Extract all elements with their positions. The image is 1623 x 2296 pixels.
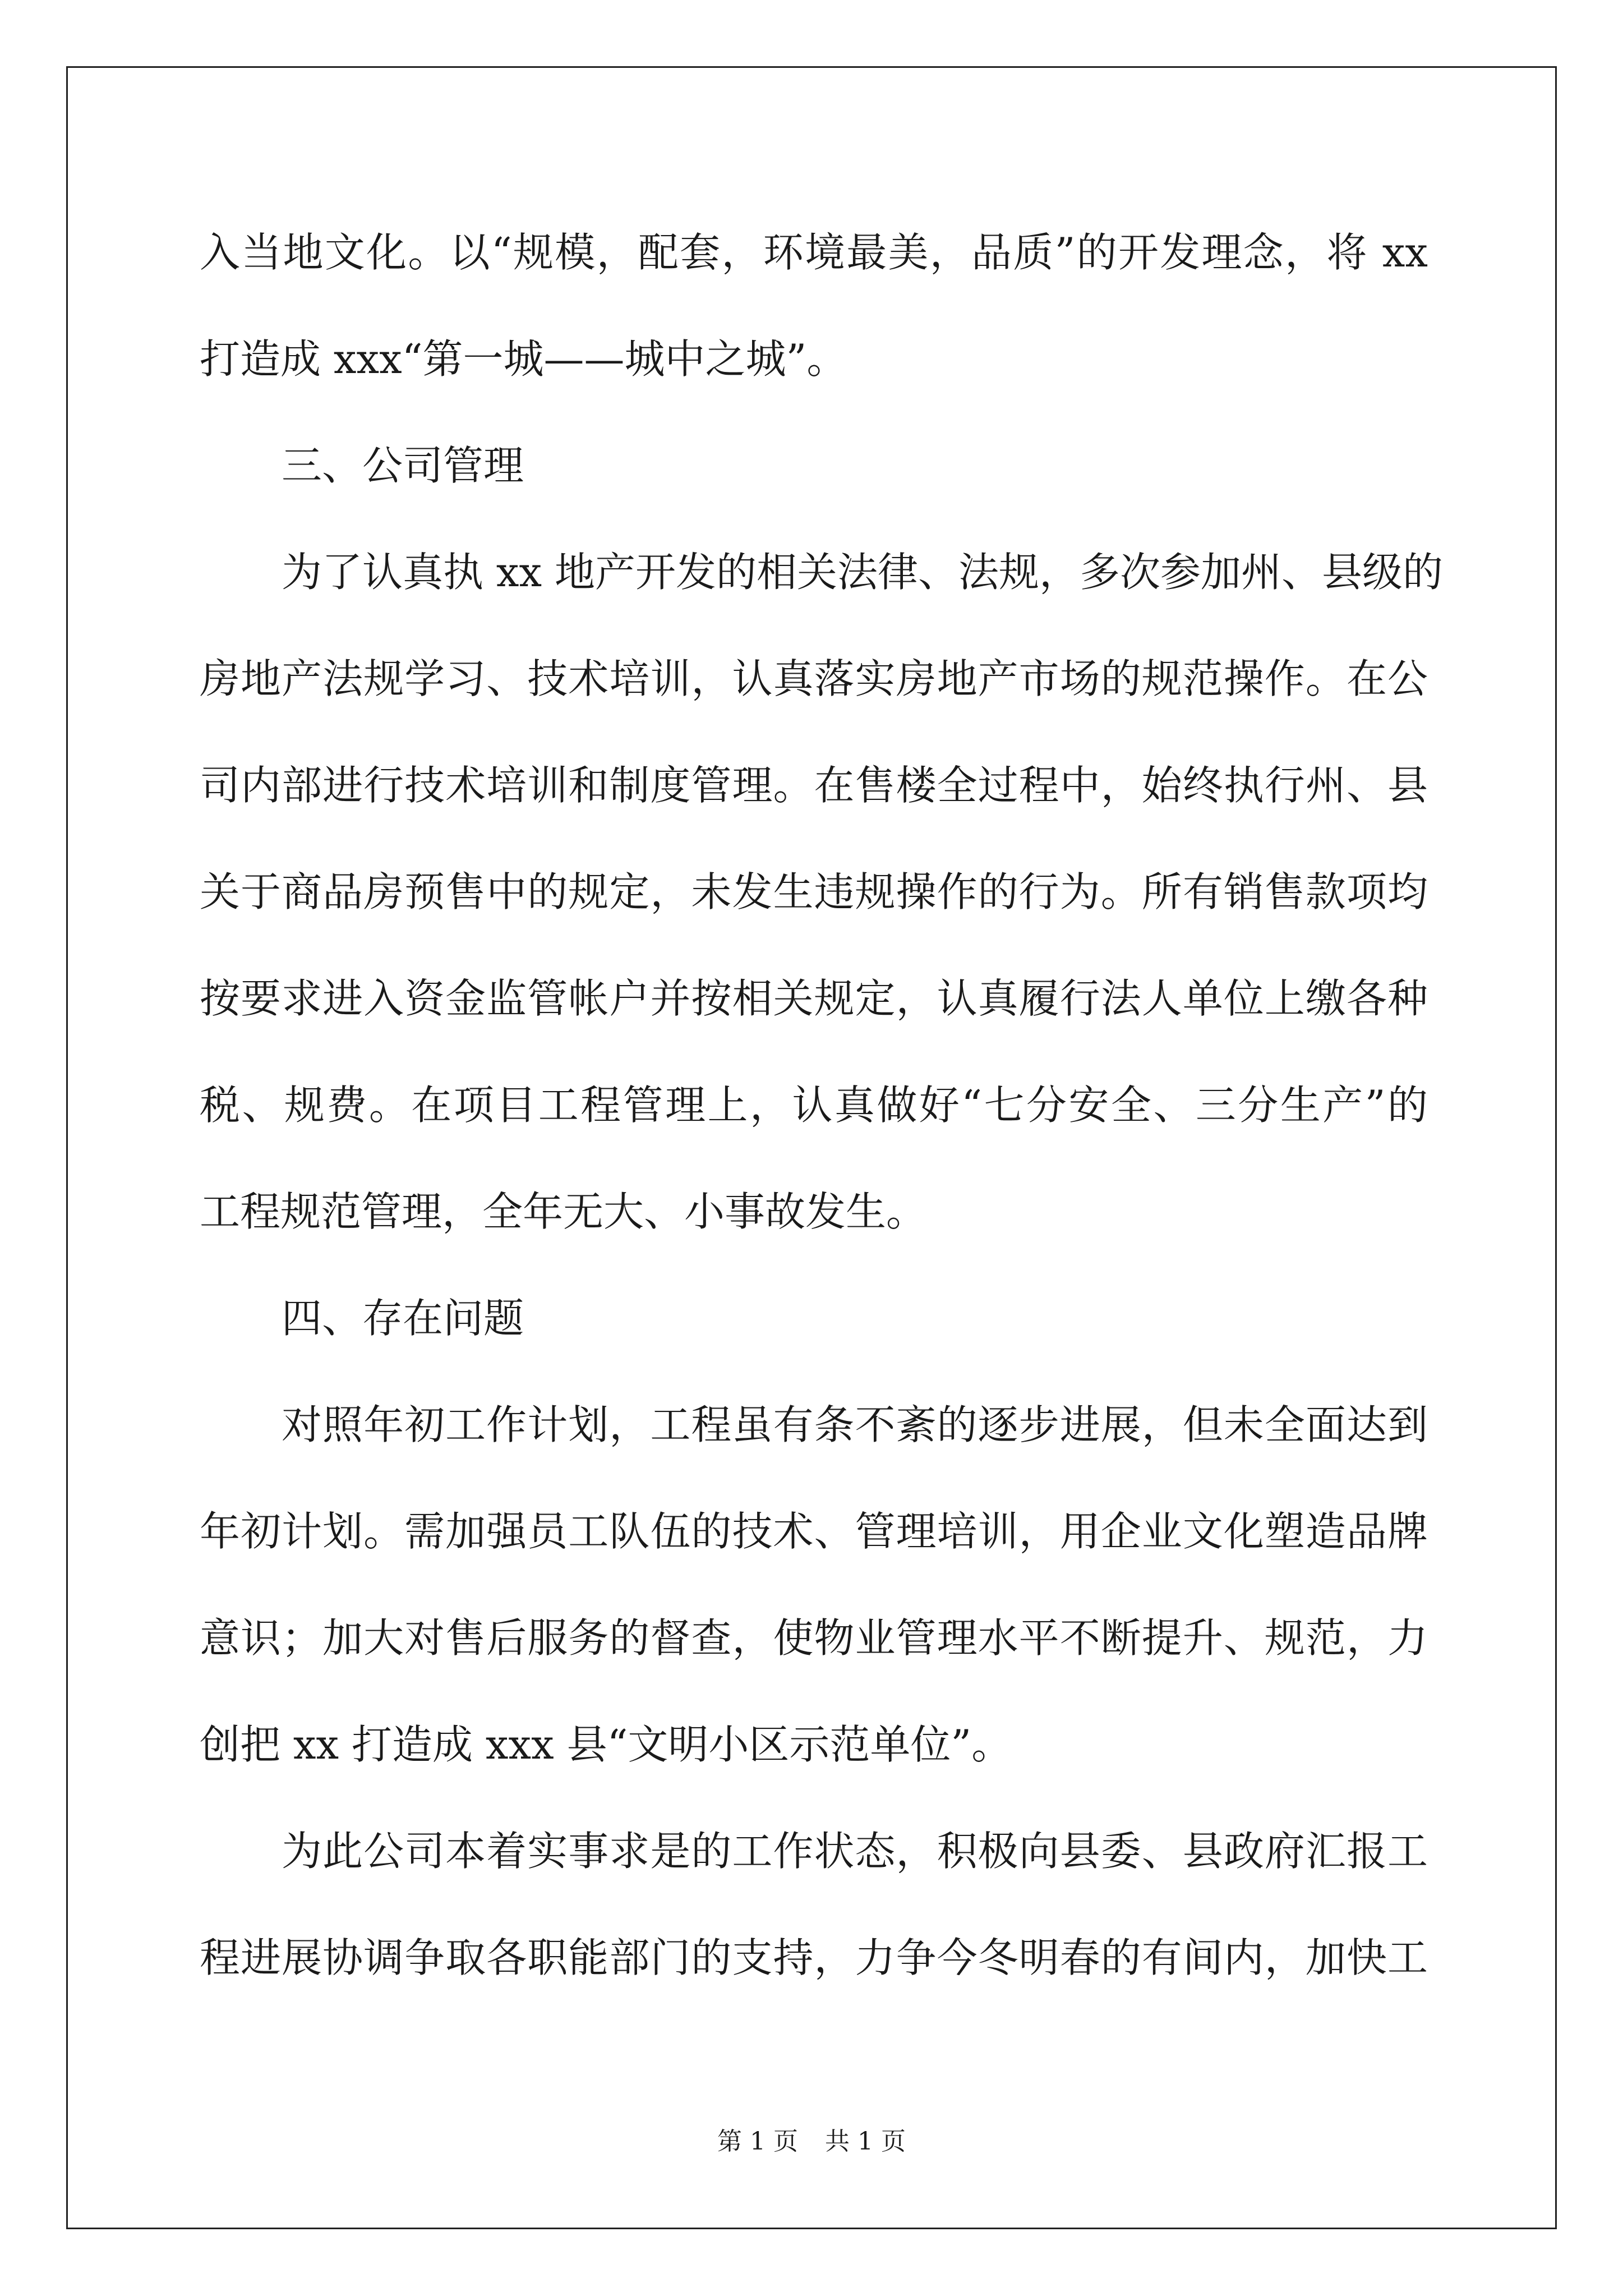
text-line: 打造成 xxx“第一城——城中之城”。 xyxy=(200,335,847,383)
page-total: 共 1 页 xyxy=(825,2127,906,2156)
text-line: 按要求进入资金监管帐户并按相关规定，认真履行法人单位上缴各种 xyxy=(200,975,1428,1022)
text-line: 关于商品房预售中的规定，未发生违规操作的行为。所有销售款项均 xyxy=(200,868,1428,915)
text-line: 意识；加大对售后服务的督查，使物业管理水平不断提升、规范，力 xyxy=(200,1614,1428,1662)
text-line: 年初计划。需加强员工队伍的技术、管理培训，用企业文化塑造品牌 xyxy=(200,1508,1428,1555)
text-line: 房地产法规学习、技术培训，认真落实房地产市场的规范操作。在公 xyxy=(200,655,1428,702)
text-line: 程进展协调争取各职能部门的支持，力争今冬明春的有间内，加快工 xyxy=(200,1934,1428,1981)
page-footer xyxy=(0,2125,1623,2159)
text-line: 创把 xx 打造成 xxx 县“文明小区示范单位”。 xyxy=(200,1721,1012,1768)
paragraph-first-line: 对照年初工作计划，工程虽有条不紊的逐步进展，但未全面达到 xyxy=(282,1401,1428,1448)
section-heading: 三、公司管理 xyxy=(282,442,524,489)
page-number: 第 1 页 xyxy=(717,2127,798,2156)
document-body xyxy=(200,219,1443,2031)
text-line: 司内部进行技术培训和制度管理。在售楼全过程中，始终执行州、县 xyxy=(200,762,1428,809)
section-heading: 四、存在问题 xyxy=(282,1295,524,1342)
paragraph-first-line: 为此公司本着实事求是的工作状态，积极向县委、县政府汇报工 xyxy=(282,1828,1428,1875)
text-line: 工程规范管理，全年无大、小事故发生。 xyxy=(200,1188,927,1235)
paragraph-first-line: 为了认真执 xx 地产开发的相关法律、法规，多次参加州、县级的 xyxy=(282,549,1443,596)
text-line: 入当地文化。以“规模，配套，环境最美，品质”的开发理念，将 xx xyxy=(200,229,1428,276)
text-line: 税、规费。在项目工程管理上，认真做好“七分安全、三分生产”的 xyxy=(200,1082,1428,1129)
